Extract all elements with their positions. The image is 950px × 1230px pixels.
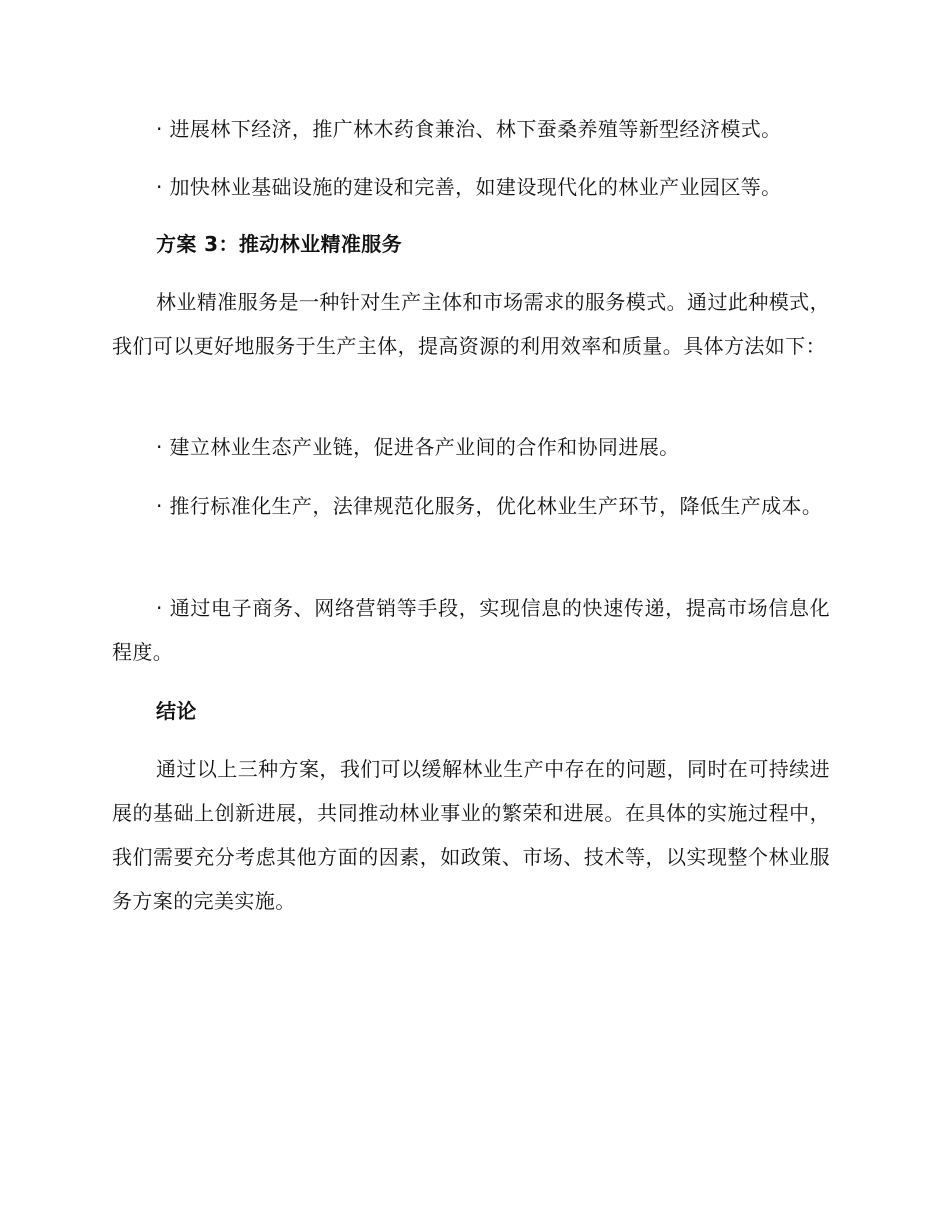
bullet-infrastructure: · 加快林业基础设施的建设和完善，如建设现代化的林业产业园区等。: [156, 175, 782, 199]
bullet-ecommerce: · 通过电子商务、网络营销等手段，实现信息的快速传递，提高市场信息化程度。: [112, 596, 830, 664]
bullet-standardized-production: · 推行标准化生产，法律规范化服务，优化林业生产环节，降低生产成本。: [156, 494, 823, 518]
bullet-ecological-chain: · 建立林业生态产业链，促进各产业间的合作和协同进展。: [156, 435, 680, 459]
conclusion-paragraph: 通过以上三种方案，我们可以缓解林业生产中存在的问题，同时在可持续进展的基础上创新进展，共同推动林业事业的繁荣和进展。在具体的实施过程中，我们需要充分考虑其他方面的因素，如政策、市场、技术等，以实现整个林业服务方案的完美实施。: [112, 757, 830, 913]
section-3-heading: 方案 3：推动林业精准服务: [156, 232, 403, 256]
conclusion-heading: 结论: [156, 699, 197, 723]
bullet-understory-economy: · 进展林下经济，推广林木药食兼治、林下蚕桑养殖等新型经济模式。: [156, 117, 782, 141]
section-3-intro-paragraph: 林业精准服务是一种针对生产主体和市场需求的服务模式。通过此种模式，我们可以更好地服务于生产主体，提高资源的利用效率和质量。具体方法如下：: [112, 290, 830, 358]
